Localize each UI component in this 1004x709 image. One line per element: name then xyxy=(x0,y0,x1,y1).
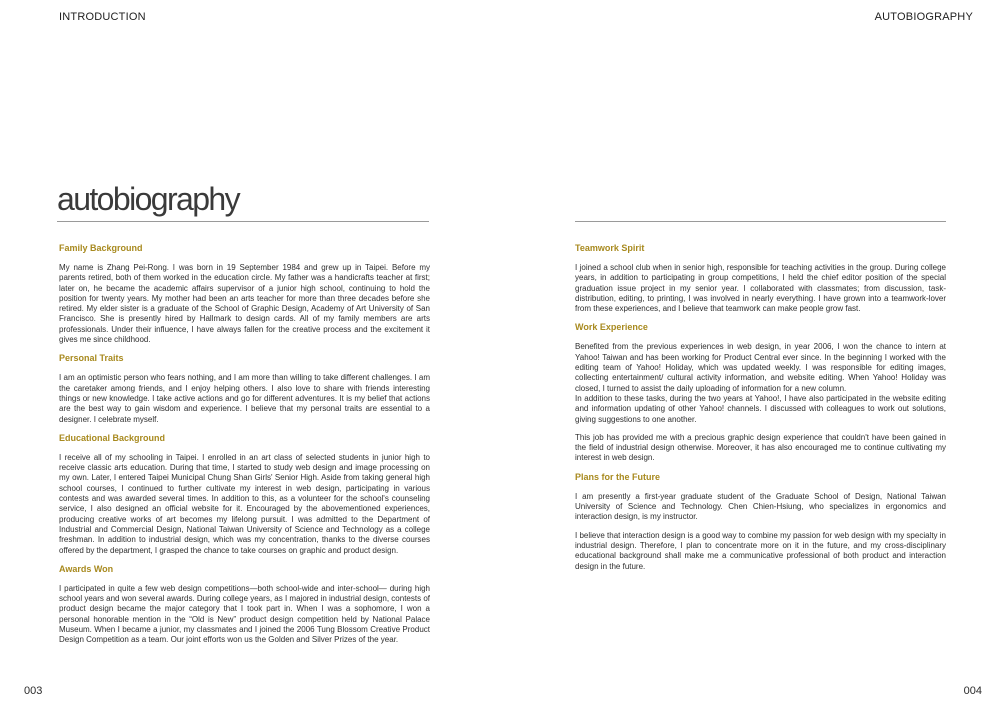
section-heading: Educational Background xyxy=(59,432,166,443)
title-divider-right xyxy=(575,221,946,222)
section-paragraph: This job has provided me with a precious graphic design experience that couldn't have been gained in the field of industrial design otherwise. Moreover, it has also encouraged me to continue cultivating my interest in web design. xyxy=(575,432,946,463)
section-paragraph: I joined a school club when in senior high, responsible for teaching activities in the group. During college years, in addition to participating in group competitions, I held the chief editor position of the special graduation issue project in my senior year. I collaborated with classmates; from discussion, task-distribution, editing, to printing, I was involved in nearly everything. I have grown into a teamwork-lover from these experiences, and I believe that teamwork can make people grow fast. xyxy=(575,263,946,314)
section-paragraph: I receive all of my schooling in Taipei. I enrolled in an art class of selected students in junior high to receive classic arts education. During that time, I started to study web design and image processing on my own. Later, I entered Taipei Municipal Chung Shan Girls' Senior High. Aside from taking general high school courses, I continued to further cultivate my interest in web design, participating in various contests and was awarded several times. In addition to this, as a volunteer for the school's counseling service, I also designed an official website for it. Encouraged by the abovementioned experiences, producing creative works of art becomes my lifelong pursuit. I was admitted to the Department of Industrial and Commercial Design, National Taiwan University of Science and Technology as a college freshman. In addition to industrial design, which was my concentration, thanks to the diverse courses offered by the department, I grasped the chance to take courses on graphic and product design. xyxy=(59,452,430,555)
section-teamwork-spirit xyxy=(575,243,946,314)
section-heading: Awards Won xyxy=(59,563,114,574)
section-educational-background xyxy=(59,433,430,556)
section-paragraph: In addition to these tasks, during the two years at Yahoo!, I have also participated in the website editing and information updating of other Yahoo! channels. I discussed with colleagues to work out solutions, giving suggestions to one another. xyxy=(575,393,946,424)
section-plans-for-the-future xyxy=(575,472,946,572)
section-heading: Family Background xyxy=(59,243,143,253)
page-number-right: 004 xyxy=(963,685,982,697)
section-work-experience xyxy=(575,322,946,463)
section-paragraph: Benefited from the previous experiences in web design, in year 2006, I won the chance to intern at Yahoo! Taiwan and has been working for Product Central ever since. In the beginning I worked with the editing team of Yahoo! Holiday, which was updated weekly. I was responsible for editing images, collecting entertainment/ cultural activity information, and website editing. When Yahoo! Holiday was closed, I turned to assist the daily uploading of information for a new column. xyxy=(575,342,946,393)
right-column xyxy=(575,243,946,580)
section-family-background xyxy=(59,243,430,345)
section-paragraph: I am presently a first-year graduate student of the Graduate School of Design, National Taiwan University of Science and Technology. Chen Chien-Hsiung, who specializes in ergonomics and interaction design, is my instructor. xyxy=(575,491,946,522)
section-heading: Personal Traits xyxy=(59,353,124,364)
page-number-left: 003 xyxy=(24,685,43,697)
page-title: autobiography xyxy=(57,181,240,217)
section-heading: Work Experience xyxy=(575,322,648,333)
section-paragraph: I believe that interaction design is a good way to combine my passion for web design with my specialty in industrial design. Therefore, I plan to concentrate more on it in the future, and my cross-disciplinary educational background shall make me a communicative professional of both product and interaction design in the future. xyxy=(575,530,946,571)
section-heading: Plans for the Future xyxy=(575,471,661,482)
section-personal-traits xyxy=(59,353,430,424)
section-heading: Teamwork Spirit xyxy=(575,243,645,253)
running-header-right: AUTOBIOGRAPHY xyxy=(874,11,973,23)
section-paragraph: I participated in quite a few web design competitions—both school-wide and inter-school— during high school years and won several awards. During college years, as I majored in industrial design, contests of product design became the major category that I took part in. When I was a sophomore, I won a personal honorable mention in the “Old is New” product design competition held by National Palace Museum. When I became a junior, my classmates and I joined the 2006 Tung Blossom Creative Product Design Competition as a team. Our joint efforts won us the Golden and Silver Prizes of the year. xyxy=(59,583,430,645)
section-paragraph: My name is Zhang Pei-Rong. I was born in 19 September 1984 and grew up in Taipei. Before my parents retired, both of them worked in the education circle. My father was a handicrafts teacher at first; later on, he became the academic affairs supervisor of a junior high school, continuing to hold the position for twenty years. My mother had been an arts teacher for more than three decades before she retired. My elder sister is a graduate of the School of Graphic Design, Academy of Art University of San Francisco. She is presently hired by Hallmark to design cards. All of my family members are arts professionals. Under their influence, I have always fallen for the creative process and the excitement it gives me since childhood. xyxy=(59,263,430,345)
section-awards-won xyxy=(59,564,430,646)
left-column xyxy=(59,243,430,654)
running-header-left: INTRODUCTION xyxy=(59,11,146,23)
title-divider-left xyxy=(57,221,429,222)
section-paragraph: I am an optimistic person who fears nothing, and I am more than willing to take different challenges. I am the caretaker among friends, and I enjoy helping others. I also love to share with friends interesting things or new knowledge. I take active actions and go for different adventures. It is my belief that actions are the best way to gain wisdom and experience. I believe that my personal traits are essential to a designer. I celebrate myself. xyxy=(59,373,430,424)
